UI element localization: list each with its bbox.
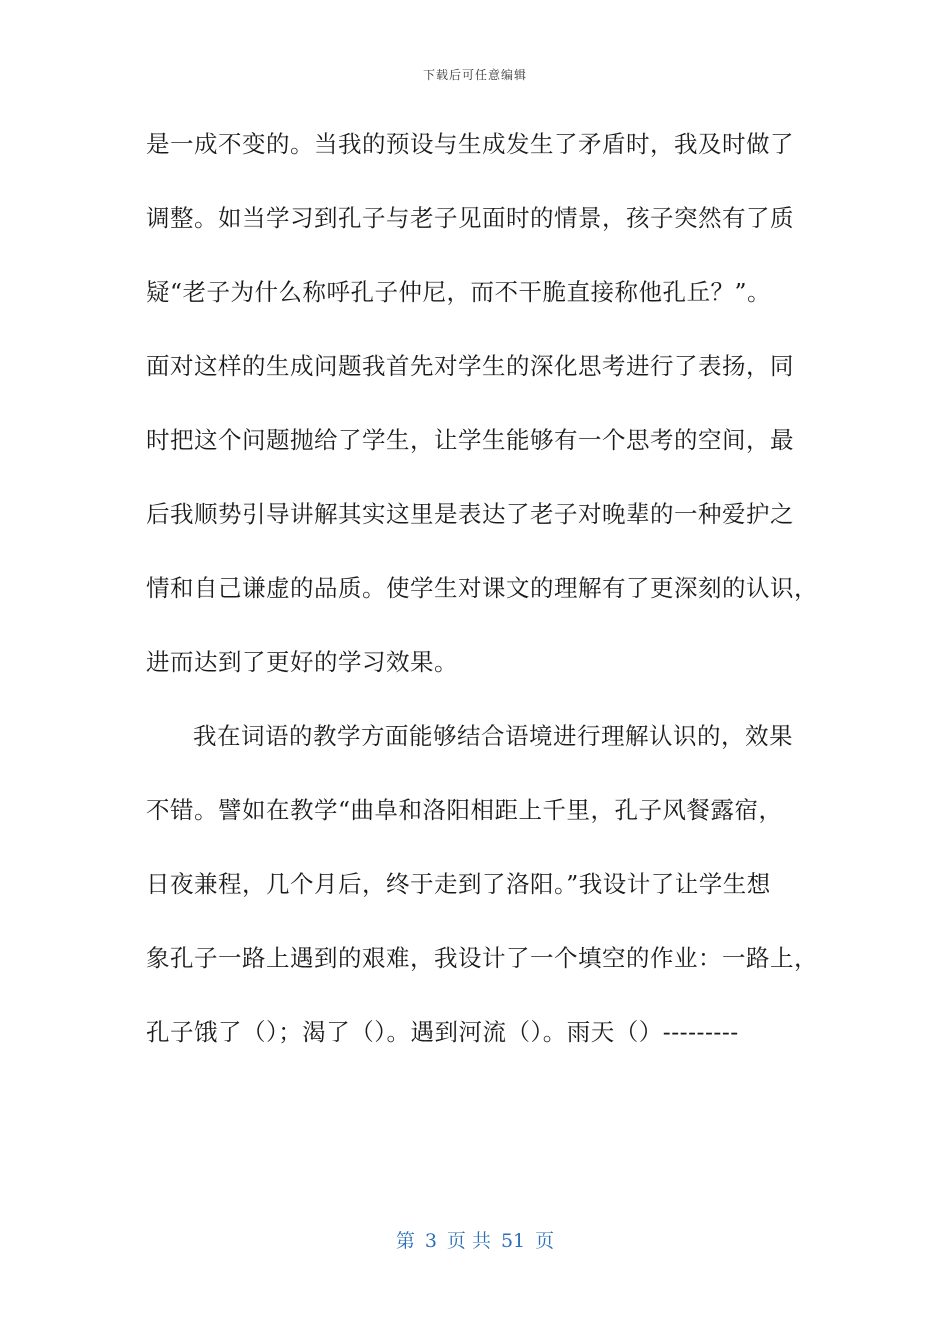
text-line: 象孔子一路上遇到的艰难，我设计了一个填空的作业：一路上， <box>146 944 818 972</box>
text-line: 是一成不变的。当我的预设与生成发生了矛盾时，我及时做了 <box>146 130 794 158</box>
text-line: 时把这个问题抛给了学生，让学生能够有一个思考的空间，最 <box>146 426 794 454</box>
text-line: 疑“老子为什么称呼孔子仲尼，而不干脆直接称他孔丘？”。 <box>146 278 772 306</box>
page-header: 下载后可任意编辑 <box>422 68 527 82</box>
footer-suffix: 页 <box>535 1230 555 1252</box>
text-line: 情和自己谦虚的品质。使学生对课文的理解有了更深刻的认识， <box>146 574 818 602</box>
footer-middle: 页 共 <box>446 1230 491 1252</box>
document-body <box>146 126 818 1088</box>
text-line: 日夜兼程，几个月后，终于走到了洛阳。”我设计了让学生想 <box>146 870 771 898</box>
text-line: 调整。如当学习到孔子与老子见面时的情景，孩子突然有了质 <box>146 204 794 232</box>
footer-prefix: 第 <box>395 1230 415 1252</box>
text-line: 后我顺势引导讲解其实这里是表达了老子对晚辈的一种爱护之 <box>146 500 794 528</box>
text-line: 不错。譬如在教学“曲阜和洛阳相距上千里，孔子风餐露宿， <box>146 796 783 824</box>
text-line: 孔子饿了（）；渴了（）。遇到河流（）。雨天（）--------- <box>146 1018 739 1046</box>
text-line: 我在词语的教学方面能够结合语境进行理解认识的，效果 <box>193 722 793 750</box>
paragraph-1 <box>146 126 818 718</box>
paragraph-2 <box>146 718 818 1088</box>
page-footer <box>0 1226 950 1253</box>
text-line: 面对这样的生成问题我首先对学生的深化思考进行了表扬，同 <box>146 352 794 380</box>
text-line: 进而达到了更好的学习效果。 <box>146 648 458 676</box>
total-page-count: 51 <box>500 1230 526 1252</box>
current-page-number: 3 <box>424 1230 437 1252</box>
